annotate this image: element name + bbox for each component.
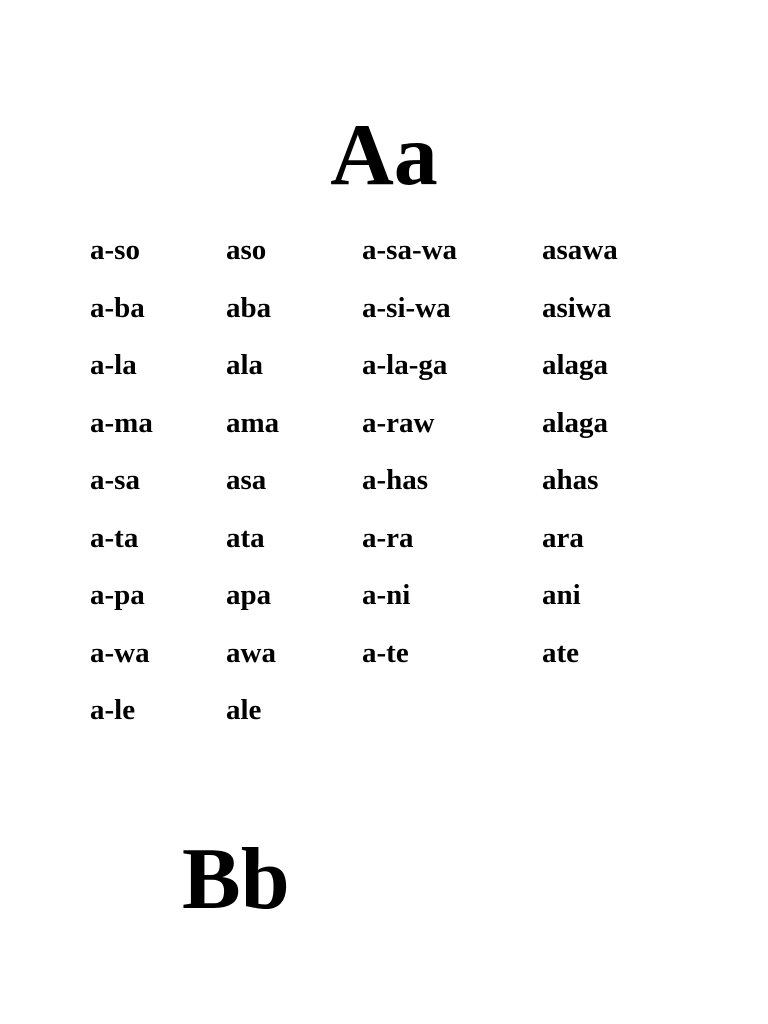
word-entry: awa bbox=[226, 637, 276, 669]
word-entry: ate bbox=[542, 637, 580, 669]
word-entry: a-ba bbox=[90, 292, 145, 324]
letter-heading-a: Aa bbox=[330, 107, 438, 204]
word-entry: a-ma bbox=[90, 407, 153, 439]
word-entry: aba bbox=[226, 292, 272, 324]
word-entry: a-la bbox=[90, 349, 137, 381]
word-entry: ahas bbox=[542, 464, 599, 496]
word-entry: ata bbox=[226, 522, 265, 554]
word-entry: a-sa-wa bbox=[362, 234, 458, 266]
word-entry: a-ta bbox=[90, 522, 139, 554]
word-entry: a-pa bbox=[90, 579, 145, 611]
word-entry: asiwa bbox=[542, 292, 612, 324]
word-entry: a-so bbox=[90, 234, 140, 266]
word-entry: a-has bbox=[362, 464, 429, 496]
word-entry: a-te bbox=[362, 637, 409, 669]
word-entry: a-raw bbox=[362, 407, 435, 439]
word-entry: ala bbox=[226, 349, 264, 381]
word-entry: alaga bbox=[542, 349, 609, 381]
word-entry: a-ra bbox=[362, 522, 414, 554]
word-entry: a-si-wa bbox=[362, 292, 451, 324]
word-entry: asawa bbox=[542, 234, 618, 266]
word-entry: ale bbox=[226, 694, 262, 726]
word-entry: alaga bbox=[542, 407, 609, 439]
word-entry: a-la-ga bbox=[362, 349, 448, 381]
word-entry: ani bbox=[542, 579, 581, 611]
word-entry: ara bbox=[542, 522, 584, 554]
word-entry: a-ni bbox=[362, 579, 411, 611]
word-entry: ama bbox=[226, 407, 280, 439]
letter-heading-b: Bb bbox=[182, 831, 290, 928]
word-entry: apa bbox=[226, 579, 272, 611]
word-entry: a-wa bbox=[90, 637, 150, 669]
word-entry: aso bbox=[226, 234, 267, 266]
word-entry: a-le bbox=[90, 694, 136, 726]
word-entry: asa bbox=[226, 464, 267, 496]
word-entry: a-sa bbox=[90, 464, 140, 496]
